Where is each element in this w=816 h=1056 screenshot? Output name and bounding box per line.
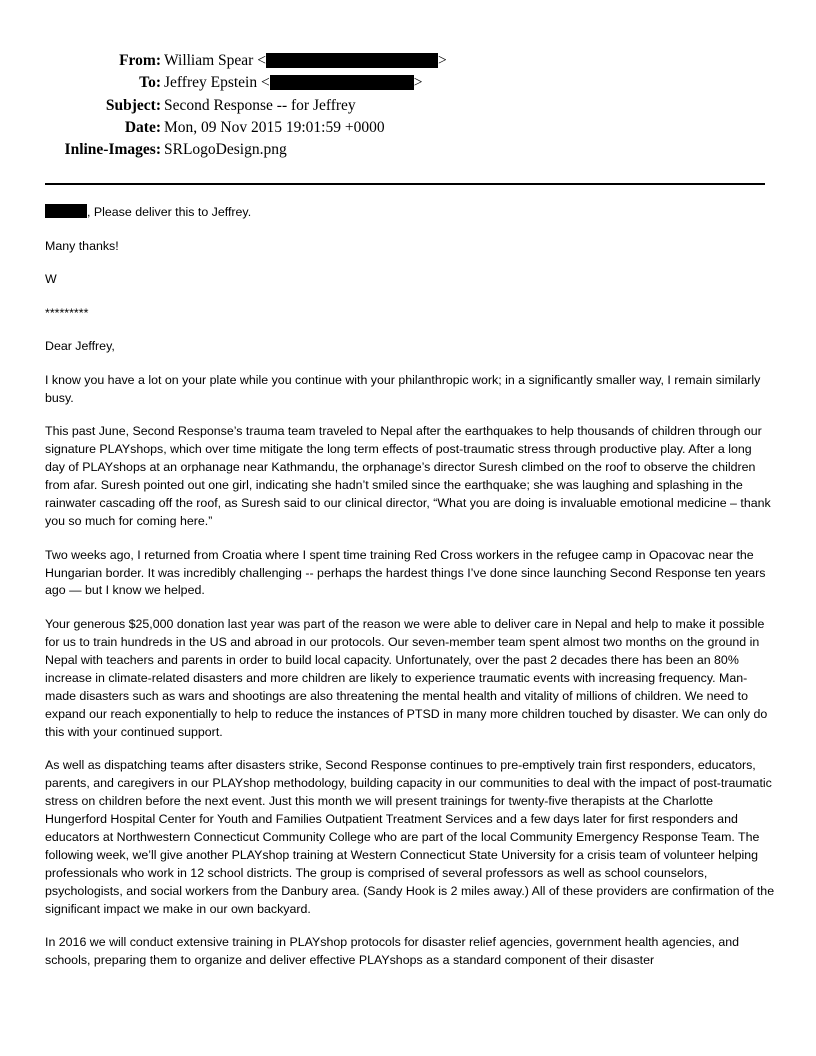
from-label: From:: [119, 52, 161, 69]
redaction-box: [266, 53, 438, 68]
to-row: [0, 72, 816, 94]
redaction-box: [45, 204, 87, 218]
to-value: [164, 72, 422, 94]
date-label: Date:: [124, 118, 161, 136]
separator-line: *********: [45, 305, 89, 320]
redaction-box: [270, 75, 414, 90]
greeting-line: [45, 204, 775, 222]
subject-row: [0, 95, 816, 117]
paragraph: Your generous $25,000 donation last year was part of the reason we were able to deliver care in Nepal and help to make it possible for us to train hundreds in the US and abroad in our protocols. Our seven-member team spent almost two months on the ground in Nepal with teachers and parents in order to build local capacity. Unfortunately, over the past 2 decades there has been an 80% increase in climate-related disasters and more children are likely to experience traumatic events with increasing frequency. Man-made disasters such as wars and shootings are also threatening the mental health and vitality of millions of children. We need to expand our reach exponentially to help to reduce the instances of PTSD in many more children touched by disaster. We can only do this with your continued support.: [45, 617, 768, 739]
date-value: Mon, 09 Nov 2015 19:01:59 +0000: [164, 118, 385, 136]
to-close: >: [413, 74, 423, 92]
date-row: [0, 117, 816, 139]
to-label: To:: [139, 74, 161, 92]
paragraph: As well as dispatching teams after disasters strike, Second Response continues to pre-emptively train first responders, educators, parents, and caregivers in our PLAYshop methodology, building capacity in our communities to deal with the impact of post-traumatic stress on children before the next event. Just this month we will present trainings for twenty-five therapists at the Charlotte Hungerford Hospital Center for Youth and Families Outpatient Treatment Services and a few days later for first responders and educators at Northwestern Connecticut Community College who are part of the local Community Emergency Response Team. The following week, we’ll give another PLAYshop training at Western Connecticut State University for a crisis team of volunteer helping professionals who work in 12 school districts. The group is comprised of several professors as well as school counselors, psychologists, and social workers from the Danbury area. (Sandy Hook is 2 miles away.) All of these providers are confirmation of the significant impact we make in our own backyard.: [45, 758, 775, 916]
thanks-line: Many thanks!: [45, 238, 119, 253]
from-row: [0, 50, 816, 72]
from-value: [164, 50, 447, 72]
inline-images-value: SRLogoDesign.png: [164, 141, 287, 159]
message-body: [45, 204, 775, 986]
from-name: William Spear <: [164, 52, 266, 69]
paragraph: Two weeks ago, I returned from Croatia where I spent time training Red Cross workers in the refugee camp in Opacovac near the Hungarian border. It was incredibly challenging -- perhaps the hardest things I’ve done since launching Second Response ten years ago — but I know we helped.: [45, 547, 766, 598]
inline-images-label: Inline-Images:: [64, 141, 161, 159]
paragraph: This past June, Second Response’s trauma team traveled to Nepal after the earthquakes to help thousands of children through our signature PLAYshops, which over time mitigate the long term effects of post-traumatic stress through productive play. After a long day of PLAYshops at an orphanage near Kathmandu, the orphanage’s director Suresh climbed on the roof to observe the children from afar. Suresh pointed out one girl, indicating she hadn’t smiled since the earthquake; she was laughing and splashing in the rainwater cascading off the roof, as Suresh said to our clinical director, “What you are doing is invaluable emotional medicine – thank you so much for coming here.”: [45, 424, 771, 528]
paragraph: In 2016 we will conduct extensive training in PLAYshop protocols for disaster relief agencies, government health agencies, and schools, preparing them to organize and deliver effective PLAYshops as a standard component of their disaster: [45, 935, 740, 968]
greeting-text: , Please deliver this to Jeffrey.: [87, 205, 252, 219]
inline-images-row: [0, 139, 816, 161]
subject-label: Subject:: [105, 96, 161, 114]
header-divider: [45, 183, 765, 185]
paragraph: I know you have a lot on your plate while you continue with your philanthropic work; in a significantly smaller way, I remain similarly busy.: [45, 372, 761, 405]
email-header: [0, 50, 816, 161]
to-name: Jeffrey Epstein <: [164, 74, 270, 92]
salutation: Dear Jeffrey,: [45, 339, 115, 354]
from-close: >: [437, 52, 447, 69]
signature-initial: W: [45, 272, 57, 287]
subject-value: Second Response -- for Jeffrey: [164, 96, 356, 114]
